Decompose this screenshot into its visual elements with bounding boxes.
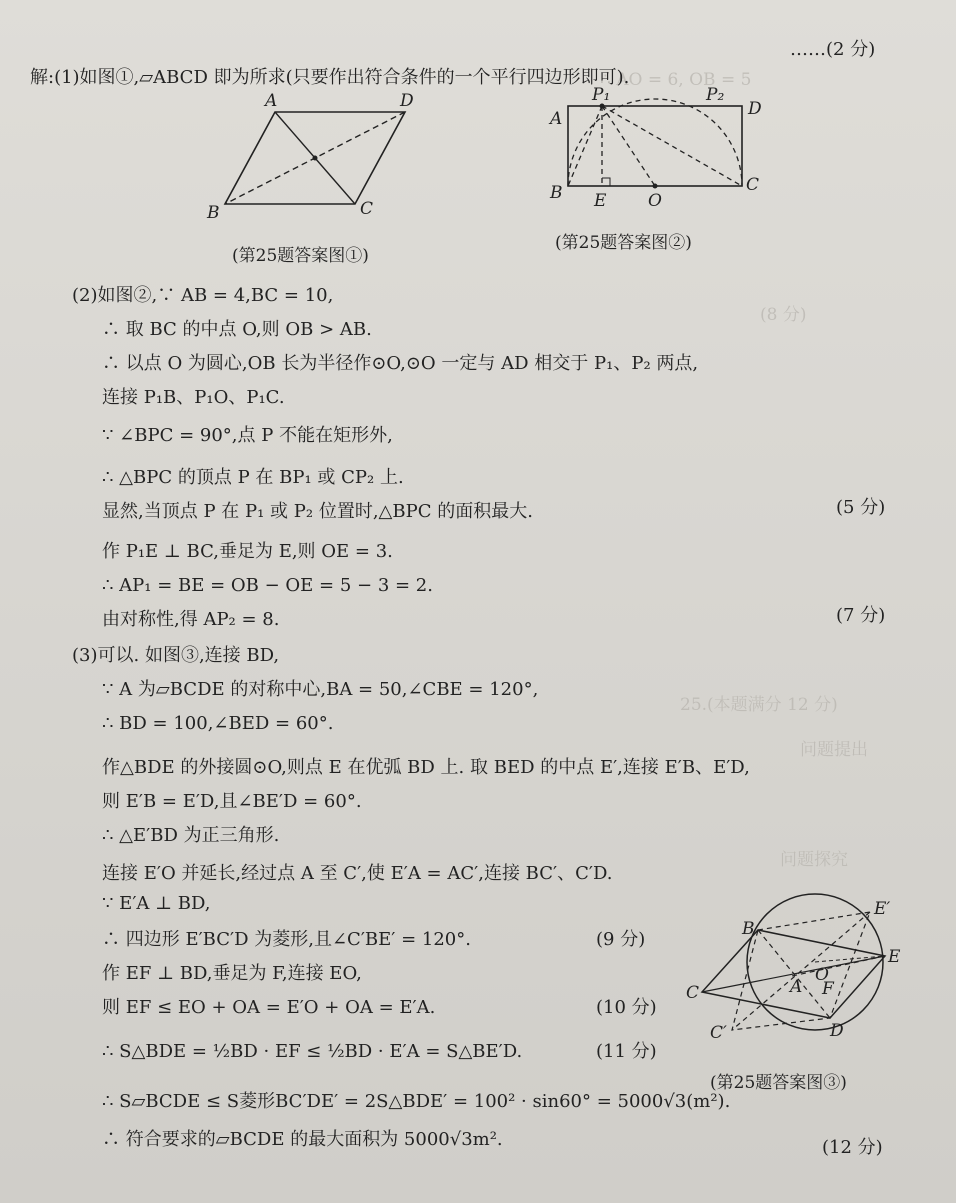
solution-line: ∴ 符合要求的▱BCDE 的最大面积为 5000√3m². — [102, 1129, 503, 1150]
figure-3-circle-rhombus — [680, 890, 920, 1040]
score-mark: (11 分) — [596, 1041, 657, 1062]
fig2-label-P1: P₁ — [592, 85, 611, 105]
score-mark: (12 分) — [822, 1137, 883, 1158]
solution-line: ∵ ∠BPC = 90°,点 P 不能在矩形外, — [102, 425, 393, 446]
fig3-label-D: D — [830, 1021, 844, 1040]
fig3-label-C-prime: C′ — [710, 1023, 727, 1040]
score-mark: (7 分) — [836, 605, 886, 626]
solution-line: 解:(1)如图①,▱ABCD 即为所求(只要作出符合条件的一个平行四边形即可). — [30, 67, 630, 88]
fig3-label-E: E — [888, 947, 901, 967]
solution-line: ∴ S▱BCDE ≤ S菱形BC′DE′ = 2S△BDE′ = 100² · sin60° = 5000√3(m²). — [102, 1091, 731, 1112]
solution-line: ∴ BD = 100,∠BED = 60°. — [102, 713, 334, 734]
ghost-text: 25.(本题满分 12 分) — [680, 695, 838, 715]
score-mark: (5 分) — [836, 497, 886, 518]
fig3-label-E-prime: E′ — [874, 899, 891, 919]
fig2-label-O: O — [648, 191, 662, 211]
ghost-text: 问题探究 — [780, 850, 848, 870]
solution-line: ∴ △E′BD 为正三角形. — [102, 825, 280, 846]
figure-2-caption: (第25题答案图②) — [555, 233, 692, 253]
figure-1-caption: (第25题答案图①) — [232, 246, 369, 266]
fig1-label-B: B — [207, 203, 220, 223]
fig3-label-O: O — [815, 965, 829, 985]
solution-line: (2)如图②,∵ AB = 4,BC = 10, — [72, 285, 334, 306]
fig1-label-C: C — [360, 199, 374, 219]
fig3-label-F: F — [822, 979, 834, 999]
fig1-label-A: A — [265, 91, 278, 111]
fig2-label-P2: P₂ — [706, 85, 725, 105]
solution-line: ∴ S△BDE = ½BD · EF ≤ ½BD · E′A = S△BE′D. — [102, 1041, 523, 1062]
fig3-label-B: B — [742, 919, 755, 939]
figure-1-parallelogram — [195, 88, 425, 223]
solution-line: 由对称性,得 AP₂ = 8. — [102, 609, 280, 630]
solution-line: ∴ 取 BC 的中点 O,则 OB > AB. — [102, 319, 372, 340]
fig3-label-C: C — [686, 983, 700, 1003]
fig1-label-D: D — [400, 91, 414, 111]
solution-line: ∵ E′A ⊥ BD, — [102, 893, 211, 914]
figure-3-caption: (第25题答案图③) — [710, 1073, 847, 1093]
solution-line: 作△BDE 的外接圆⊙O,则点 E 在优弧 BD 上. 取 BED 的中点 E′,连接 E′B、E′D, — [102, 757, 750, 778]
fig3-label-A: A — [790, 977, 803, 997]
ghost-text: (8 分) — [760, 305, 807, 325]
fig2-label-B: B — [550, 183, 563, 203]
solution-line: 连接 E′O 并延长,经过点 A 至 C′,使 E′A = AC′,连接 BC′、C′D. — [102, 863, 613, 884]
solution-line: 作 P₁E ⊥ BC,垂足为 E,则 OE = 3. — [102, 541, 393, 562]
solution-line: ∴ 四边形 E′BC′D 为菱形,且∠C′BE′ = 120°. — [102, 929, 471, 950]
fig2-label-D: D — [748, 99, 762, 119]
solution-line: ∵ A 为▱BCDE 的对称中心,BA = 50,∠CBE = 120°, — [102, 679, 539, 700]
score-mark: (9 分) — [596, 929, 646, 950]
figure-2-rectangle — [540, 78, 775, 213]
solution-line: (3)可以. 如图③,连接 BD, — [72, 645, 280, 666]
solution-line: ∴ 以点 O 为圆心,OB 长为半径作⊙O,⊙O 一定与 AD 相交于 P₁、P₂ 两点, — [102, 353, 699, 374]
fig2-label-C: C — [746, 175, 760, 195]
fig2-label-A: A — [550, 109, 563, 129]
ghost-text: ∴ AO = 6, OB = 5 — [600, 70, 752, 90]
score-mark: ……(2 分) — [790, 39, 876, 60]
score-mark: (10 分) — [596, 997, 657, 1018]
solution-line: 显然,当顶点 P 在 P₁ 或 P₂ 位置时,△BPC 的面积最大. — [102, 501, 533, 522]
solution-line: 作 EF ⊥ BD,垂足为 F,连接 EO, — [102, 963, 362, 984]
solution-line: 则 E′B = E′D,且∠BE′D = 60°. — [102, 791, 362, 812]
solution-line: ∴ △BPC 的顶点 P 在 BP₁ 或 CP₂ 上. — [102, 467, 404, 488]
solution-line: 则 EF ≤ EO + OA = E′O + OA = E′A. — [102, 997, 436, 1018]
fig2-label-E: E — [594, 191, 607, 211]
ghost-text: 问题提出 — [800, 740, 868, 760]
solution-line: ∴ AP₁ = BE = OB − OE = 5 − 3 = 2. — [102, 575, 433, 596]
solution-line: 连接 P₁B、P₁O、P₁C. — [102, 387, 285, 408]
